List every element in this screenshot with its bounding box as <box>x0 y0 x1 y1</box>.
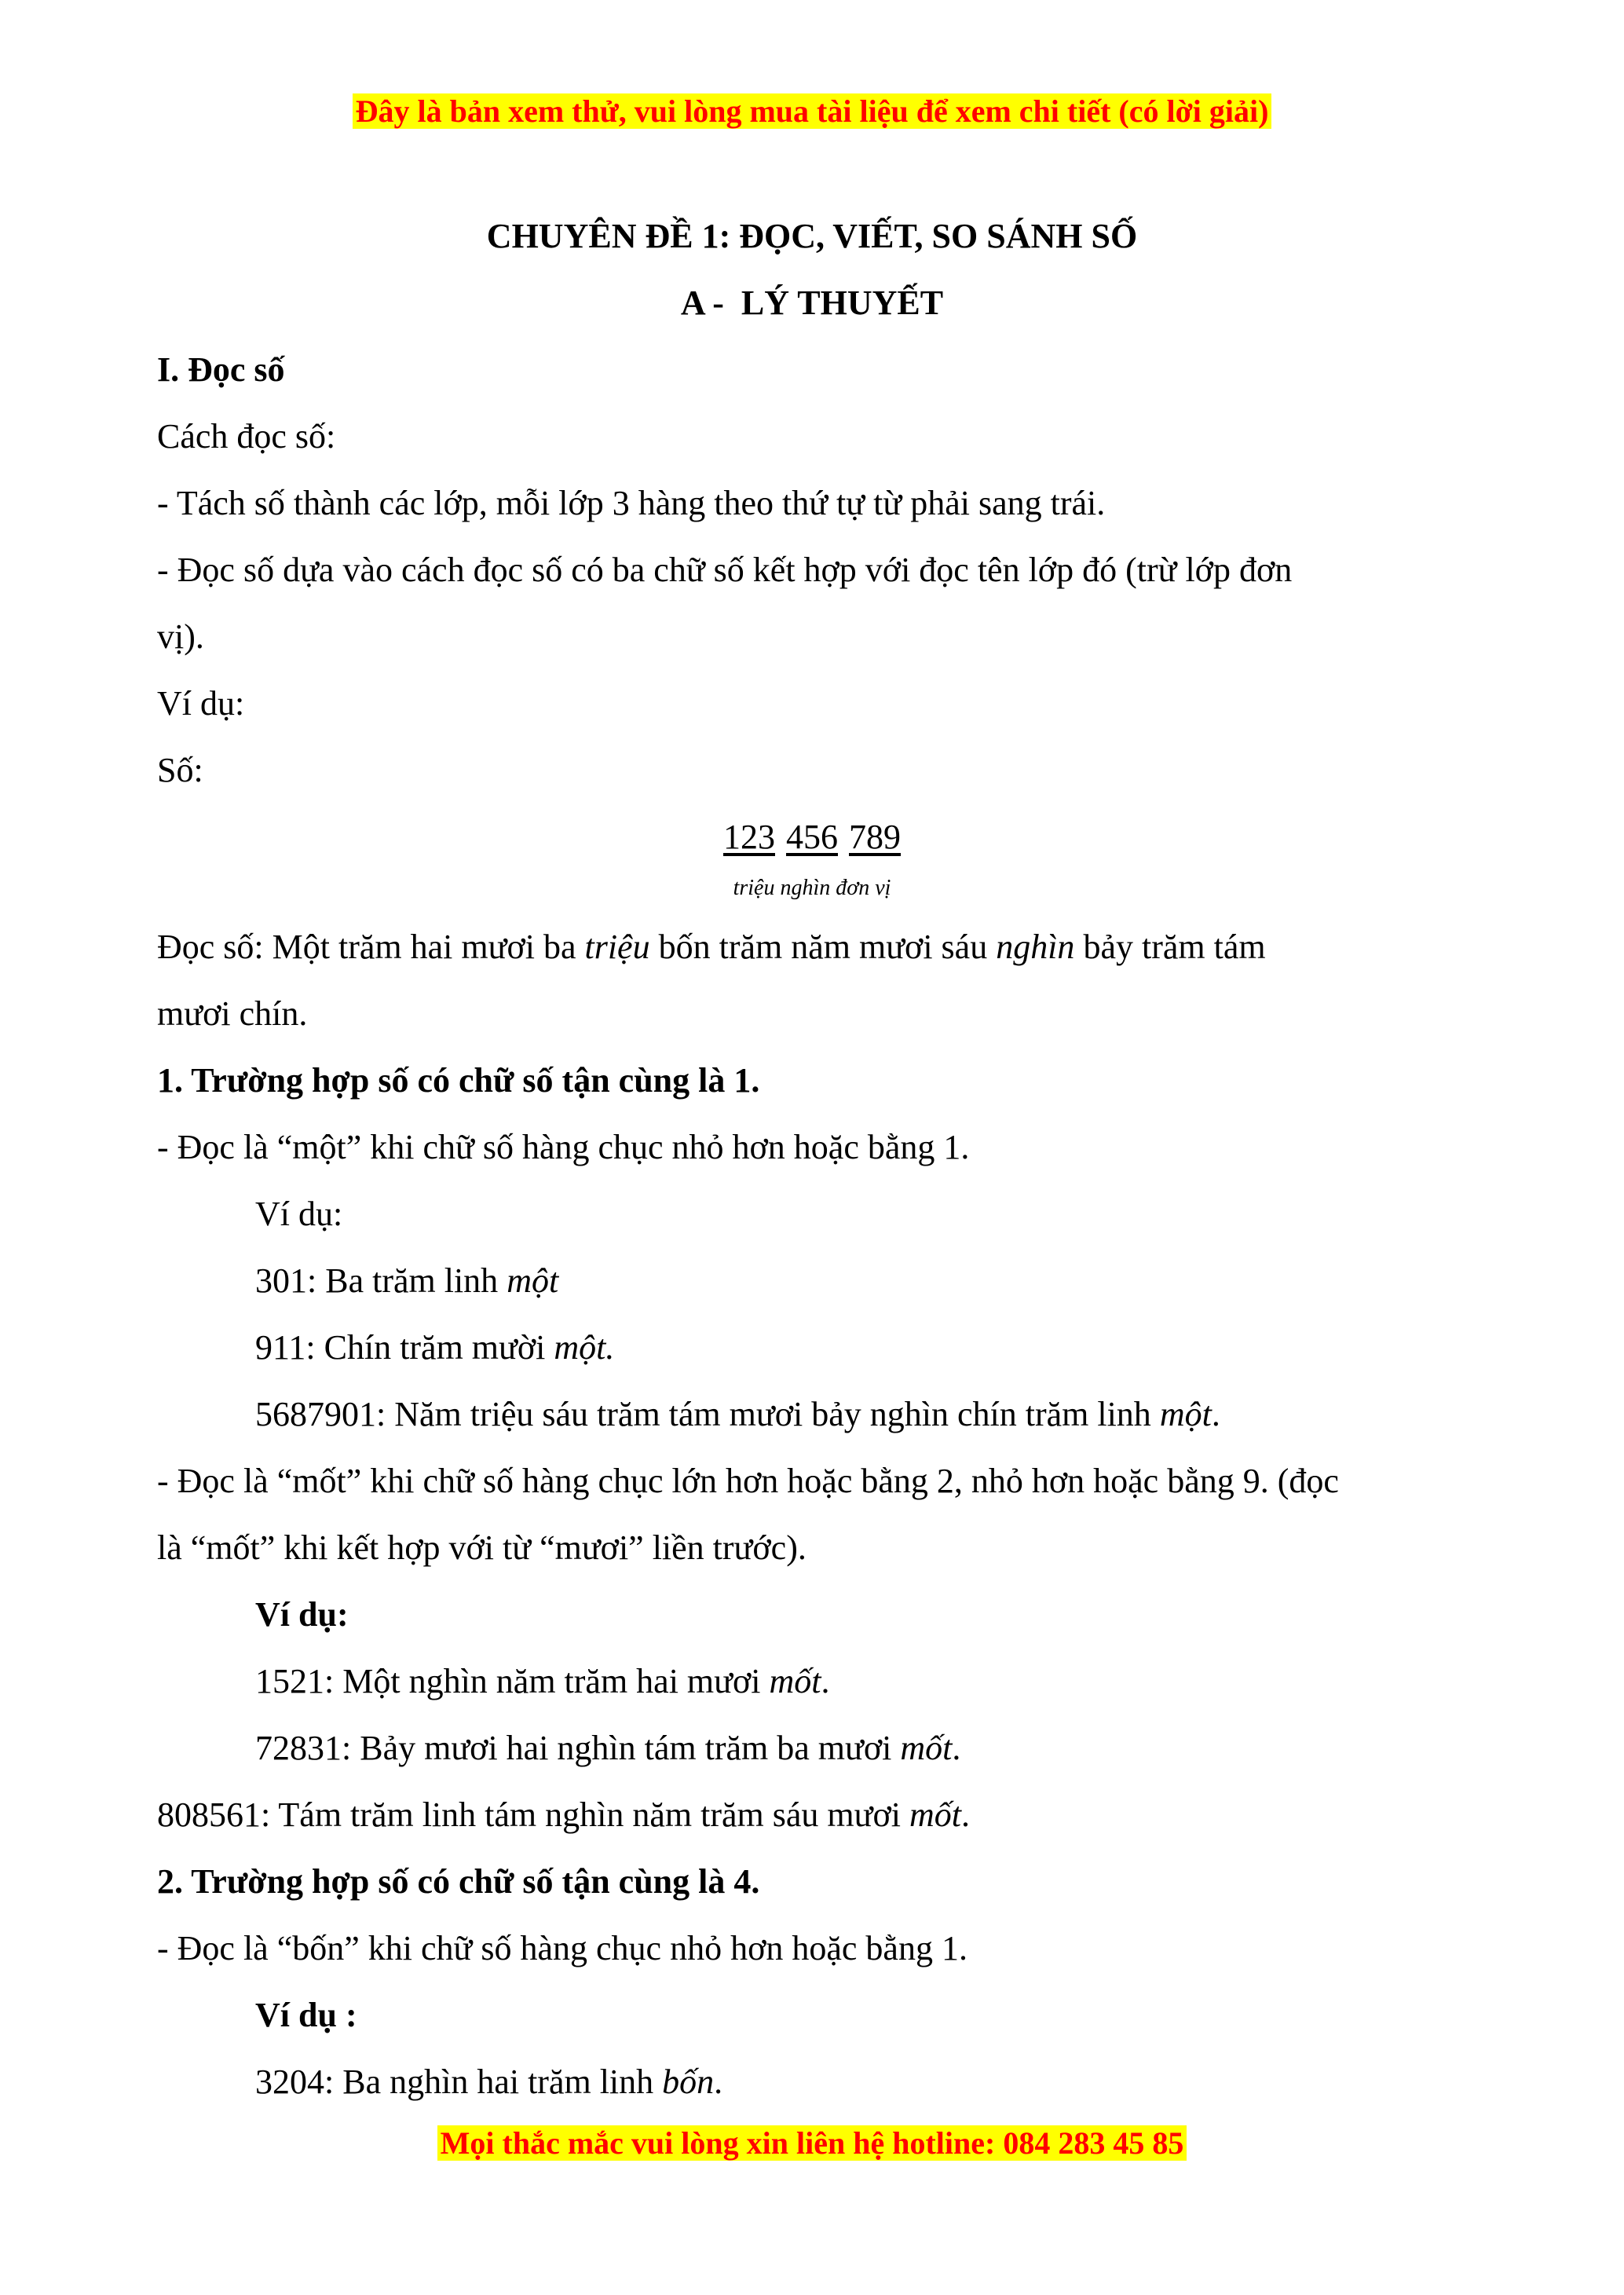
example-label: Ví dụ: <box>157 684 245 723</box>
rule-read-classes-line1: - Đọc số dựa vào cách đọc số có ba chữ số kết hợp với đọc tên lớp đó (trừ lớp đơn <box>157 551 1293 589</box>
example-emphasis: mốt <box>909 1795 961 1834</box>
example-emphasis: một. <box>554 1328 615 1367</box>
hotline-banner <box>0 2125 1624 2162</box>
class-million: 123 <box>723 818 775 856</box>
preview-banner <box>0 93 1624 130</box>
reading-line1 <box>157 927 1266 968</box>
example-text: 301: Ba trăm linh <box>255 1261 507 1300</box>
case2-heading: 2. Trường hợp số có chữ số tận cùng là 4. <box>157 1862 760 1901</box>
case2-example-label: Ví dụ : <box>255 1996 357 2034</box>
class-unit: 789 <box>849 818 901 856</box>
case1-example-911 <box>255 1327 614 1369</box>
reading-line2: mươi chín. <box>157 994 308 1033</box>
case1-rule-mot2-line1: - Đọc là “mốt” khi chữ số hàng chục lớn hơn hoặc bằng 2, nhỏ hơn hoặc bằng 9. (đọc <box>157 1462 1339 1500</box>
reading-class-word: triệu <box>584 928 650 966</box>
how-to-read-label: Cách đọc số: <box>157 417 336 456</box>
reading-part: bốn trăm năm mươi sáu <box>649 928 997 966</box>
example-text: 911: Chín trăm mười <box>255 1328 554 1367</box>
case1-example-72831 <box>255 1728 960 1770</box>
case1-rule-mot2-line2: là “mốt” khi kết hợp với từ “mươi” liền trước). <box>157 1528 807 1567</box>
case1-rule-mot: - Đọc là “một” khi chữ số hàng chục nhỏ hơn hoặc bằng 1. <box>157 1128 970 1166</box>
example-text: 3204: Ba nghìn hai trăm linh <box>255 2063 663 2101</box>
section-heading-doc-so: I. Đọc số <box>157 350 285 389</box>
case1-example-5687901 <box>255 1394 1220 1436</box>
case1-example-label2: Ví dụ: <box>255 1595 349 1634</box>
case1-example-1521 <box>255 1661 830 1703</box>
example-emphasis: mốt <box>900 1729 953 1767</box>
example-emphasis: mốt <box>769 1662 821 1700</box>
case1-example-label: Ví dụ: <box>255 1195 343 1233</box>
document-title: CHUYÊN ĐỀ 1: ĐỌC, VIẾT, SO SÁNH SỐ <box>486 217 1138 255</box>
example-emphasis: bốn <box>662 2063 715 2101</box>
example-number <box>0 817 1624 858</box>
example-text: . <box>714 2063 723 2101</box>
case1-example-301 <box>255 1261 558 1302</box>
example-text: . <box>821 1662 830 1700</box>
class-thousand: 456 <box>786 818 838 856</box>
case1-heading: 1. Trường hợp số có chữ số tận cùng là 1. <box>157 1061 760 1100</box>
reading-part: Đọc số: Một trăm hai mươi ba <box>157 928 585 966</box>
reading-class-word: nghìn <box>996 928 1075 966</box>
class-names-caption: triệu nghìn đơn vị <box>733 876 891 900</box>
example-text: 808561: Tám trăm linh tám nghìn năm trăm sáu mươi <box>157 1795 909 1834</box>
preview-banner-text: Đây là bản xem thử, vui lòng mua tài liệu để xem chi tiết (có lời giải) <box>353 93 1272 129</box>
case2-example-3204 <box>255 2062 722 2103</box>
example-text: . <box>1211 1395 1220 1433</box>
rule-split-classes: - Tách số thành các lớp, mỗi lớp 3 hàng theo thứ tự từ phải sang trái. <box>157 484 1106 522</box>
rule-read-classes-line2: vị). <box>157 617 204 656</box>
reading-part: bảy trăm tám <box>1074 928 1266 966</box>
hotline-banner-text: Mọi thắc mắc vui lòng xin liên hệ hotline: 084 283 45 85 <box>437 2125 1187 2161</box>
number-label: Số: <box>157 751 203 789</box>
example-text: . <box>952 1729 961 1767</box>
example-text: 1521: Một nghìn năm trăm hai mươi <box>255 1662 770 1700</box>
case1-example-808561 <box>157 1795 970 1836</box>
case2-rule-bon: - Đọc là “bốn” khi chữ số hàng chục nhỏ hơn hoặc bằng 1. <box>157 1929 967 1967</box>
document-subtitle: A - LÝ THUYẾT <box>680 284 944 322</box>
example-emphasis: một <box>507 1261 559 1300</box>
example-emphasis: một <box>1159 1395 1212 1433</box>
example-text: . <box>960 1795 970 1834</box>
example-text: 72831: Bảy mươi hai nghìn tám trăm ba mươi <box>255 1729 901 1767</box>
example-text: 5687901: Năm triệu sáu trăm tám mươi bảy nghìn chín trăm linh <box>255 1395 1160 1433</box>
